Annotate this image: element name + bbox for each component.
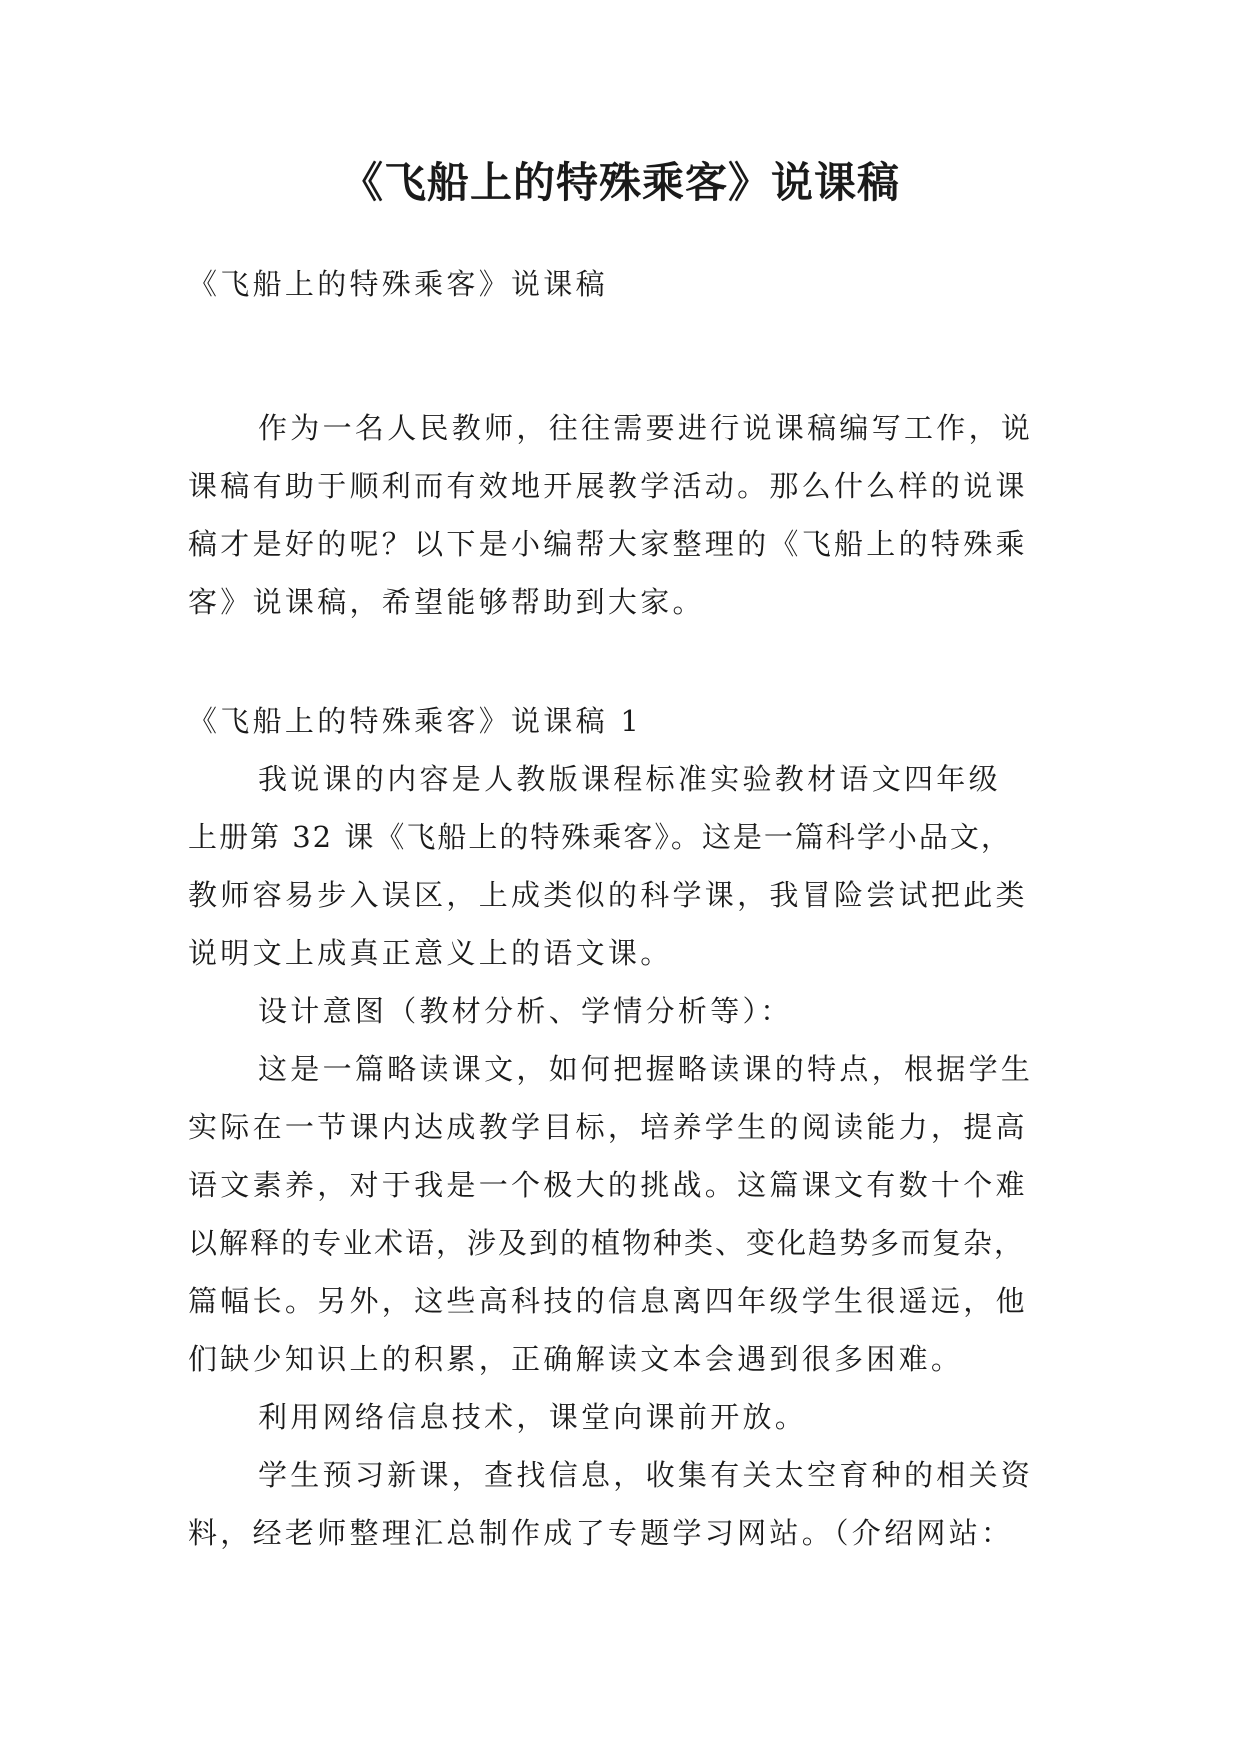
body-paragraph-line: 说明文上成真正意义上的语文课。 bbox=[188, 936, 673, 970]
body-paragraph-line: 篇幅长。另外，这些高科技的信息离四年级学生很遥远，他 bbox=[188, 1284, 1028, 1318]
intro-paragraph-line: 稿才是好的呢？以下是小编帮大家整理的《飞船上的特殊乘 bbox=[188, 527, 1028, 561]
intro-paragraph-line: 作为一名人民教师，往往需要进行说课稿编写工作，说 bbox=[258, 411, 1034, 445]
section-heading: 《飞船上的特殊乘客》说课稿 1 bbox=[188, 704, 643, 738]
body-paragraph-line: 们缺少知识上的积累，正确解读文本会遇到很多困难。 bbox=[188, 1342, 964, 1376]
body-paragraph-line: 料，经老师整理汇总制作成了专题学习网站。（介绍网站： bbox=[188, 1516, 1014, 1550]
body-paragraph-line: 语文素养，对于我是一个极大的挑战。这篇课文有数十个难 bbox=[188, 1168, 1028, 1202]
body-paragraph-line: 实际在一节课内达成教学目标，培养学生的阅读能力，提高 bbox=[188, 1110, 1028, 1144]
intro-paragraph-line: 客》说课稿，希望能够帮助到大家。 bbox=[188, 585, 705, 619]
intro-paragraph-line: 课稿有助于顺利而有效地开展教学活动。那么什么样的说课 bbox=[188, 469, 1028, 503]
body-paragraph-line: 学生预习新课，查找信息，收集有关太空育种的相关资 bbox=[258, 1458, 1034, 1492]
document-subtitle: 《飞船上的特殊乘客》说课稿 bbox=[188, 267, 608, 301]
body-paragraph-line: 上册第 32 课《飞船上的特殊乘客》。这是一篇科学小品文， bbox=[188, 820, 1012, 854]
body-paragraph-line: 设计意图（教材分析、学情分析等）： bbox=[258, 994, 793, 1028]
document-title: 《飞船上的特殊乘客》说课稿 bbox=[340, 158, 900, 207]
body-paragraph-line: 我说课的内容是人教版课程标准实验教材语文四年级 bbox=[258, 762, 1001, 796]
body-paragraph-line: 这是一篇略读课文，如何把握略读课的特点，根据学生 bbox=[258, 1052, 1034, 1086]
body-paragraph-line: 以解释的专业术语，涉及到的植物种类、变化趋势多而复杂， bbox=[188, 1226, 1026, 1260]
body-paragraph-line: 教师容易步入误区，上成类似的科学课，我冒险尝试把此类 bbox=[188, 878, 1028, 912]
body-paragraph-line: 利用网络信息技术，课堂向课前开放。 bbox=[258, 1400, 808, 1434]
